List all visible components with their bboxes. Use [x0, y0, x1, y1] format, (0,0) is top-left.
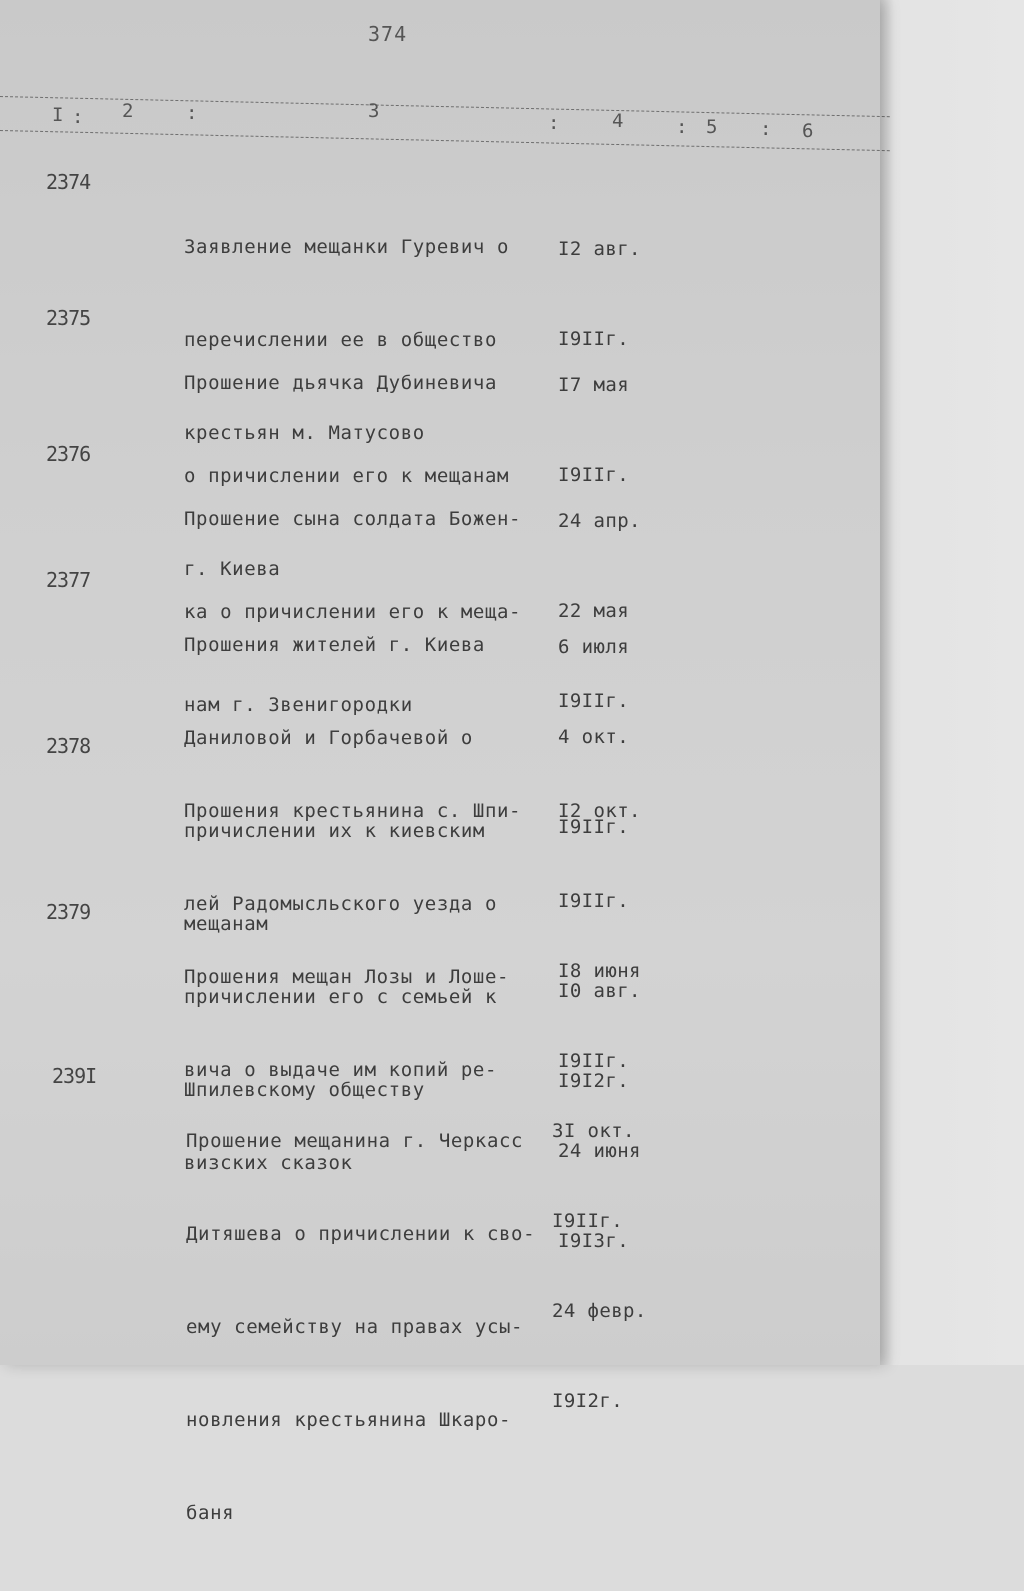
entry-dates: 3I окт. I9IIг. 24 февр. I9I2г. — [552, 1120, 647, 1412]
entry-number: 2375 — [46, 306, 91, 330]
entry-number: 2374 — [46, 170, 91, 194]
entry-dates: I8 июня I9IIг. 24 июня I9I3г. — [558, 960, 641, 1252]
entry-number: 2377 — [46, 568, 91, 592]
entry-dates: I2 авг. I9IIг. — [558, 238, 641, 350]
entry-description: Заявление мещанки Гуревич о перечислении ее в общество крестьян м. Матусово — [184, 236, 510, 444]
column-header-6: 6 — [802, 120, 814, 142]
entry-dates: I2 окт. I9IIг. I0 авг. I9I2г. — [558, 800, 641, 1092]
entry-dates: 24 апр. 22 мая I9IIг. — [558, 510, 641, 712]
entry-description: Прошения жителей г. Киева Даниловой и Горбачевой о причислении их к киевским мещанам — [184, 634, 485, 935]
entry-description: Прошение сына солдата Божен- ка о причислении его к меща- нам г. Звенигородки — [184, 508, 522, 716]
column-separator: : — [548, 112, 560, 134]
column-separator: : — [186, 102, 198, 124]
column-header-4: 4 — [612, 110, 624, 132]
entry-number: 239I — [52, 1064, 97, 1088]
column-separator: : — [676, 116, 688, 138]
header-rule-top — [0, 96, 890, 117]
entry-description: Прошение дьячка Дубиневича о причислении его к мещанам г. Киева — [184, 372, 510, 580]
column-separator: : — [72, 106, 84, 128]
column-header-1: I — [52, 104, 64, 126]
entry-description: Прошения крестьянина с. Шпи- лей Радомысльского уезда о причислении его с семьей к Шпилевскому обществу — [184, 800, 522, 1101]
header-rule-bottom — [0, 130, 890, 151]
entry-number: 2378 — [46, 734, 91, 758]
column-header-2: 2 — [122, 100, 134, 122]
column-header-5: 5 — [706, 116, 718, 138]
entry-description: Прошения мещан Лозы и Лоше- вича о выдаче им копий ре- визских сказок — [184, 966, 510, 1174]
entry-description: Прошение мещанина г. Черкасс Дитяшева о причислении к сво- ему семейству на правах усы- новления крестьянина Шкаро- баня — [186, 1130, 536, 1524]
column-separator: : — [760, 118, 772, 140]
entry-dates: I7 мая I9IIг. — [558, 374, 630, 486]
entry-number: 2379 — [46, 900, 91, 924]
page-number: 374 — [368, 22, 408, 46]
entry-dates: 6 июля 4 окт. I9IIг. — [558, 636, 630, 838]
column-header-3: 3 — [368, 100, 380, 122]
entry-number: 2376 — [46, 442, 91, 466]
